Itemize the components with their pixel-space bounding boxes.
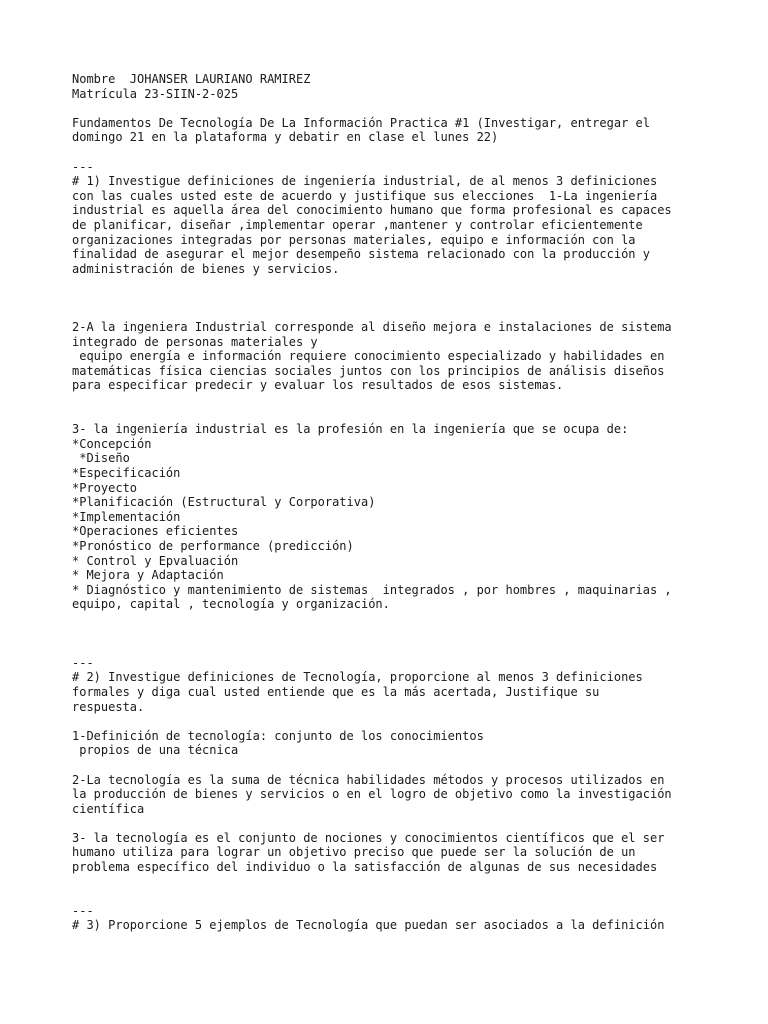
list-item: *Operaciones eficientes — [72, 524, 239, 539]
tech-definition-1-line: propios de una técnica — [72, 743, 239, 758]
spacer — [72, 875, 712, 890]
spacer — [72, 306, 712, 321]
section-1-text-line: finalidad de asegurar el mejor desempeño sistema relacionado con la producción y — [72, 247, 650, 262]
list-item: * Mejora y Adaptación — [72, 568, 224, 583]
spacer — [72, 101, 712, 116]
document-title-line: domingo 21 en la plataforma y debatir en clase el lunes 22) — [72, 130, 499, 145]
list-item: * Diagnóstico y mantenimiento de sistemas integrados , por hombres , maquinarias , — [72, 582, 672, 597]
spacer — [72, 276, 712, 291]
document-page — [72, 72, 712, 933]
definition-3-line: 3- la ingeniería industrial es la profesión en la ingeniería que se ocupa de: — [72, 422, 629, 437]
list-item: *Concepción — [72, 436, 152, 451]
section-separator: --- — [72, 655, 94, 670]
spacer — [72, 758, 712, 773]
spacer — [72, 145, 712, 160]
section-1-text-line: industrial es aquella área del conocimiento humano que forma profesional es capaces — [72, 203, 672, 218]
section-2-text-line: respuesta. — [72, 699, 145, 714]
spacer — [72, 714, 712, 729]
section-1-text-line: con las cuales usted este de acuerdo y justifique sus elecciones 1-La ingeniería — [72, 188, 658, 203]
tech-definition-2-line: 2-La tecnología es la suma de técnica habilidades métodos y procesos utilizados en — [72, 772, 665, 787]
section-3-text-line: # 3) Proporcione 5 ejemplos de Tecnología que puedan ser asociados a la definición — [72, 918, 665, 933]
spacer — [72, 408, 712, 423]
definition-2-line: para especificar predecir y evaluar los resultados de esos sistemas. — [72, 378, 564, 393]
spacer — [72, 627, 712, 642]
definition-2-line: integrado de personas materiales y — [72, 334, 318, 349]
spacer — [72, 393, 712, 408]
student-name-line: Nombre JOHANSER LAURIANO RAMIREZ — [72, 72, 311, 86]
tech-definition-2-line: la producción de bienes y servicios o en el logro de objetivo como la investigación — [72, 787, 672, 802]
section-separator: --- — [72, 903, 94, 918]
tech-definition-3-line: problema específico del individuo o la satisfacción de algunas de sus necesidades — [72, 860, 658, 875]
spacer — [72, 641, 712, 656]
document-title-line: Fundamentos De Tecnología De La Información Practica #1 (Investigar, entregar el — [72, 115, 650, 130]
spacer — [72, 889, 712, 904]
section-2-text-line: # 2) Investigue definiciones de Tecnología, proporcione al menos 3 definiciones — [72, 670, 643, 685]
section-1-text-line: organizaciones integradas por personas materiales, equipo e información con la — [72, 232, 636, 247]
spacer — [72, 612, 712, 627]
list-item: * Control y Epvaluación — [72, 553, 239, 568]
list-item: equipo, capital , tecnología y organización. — [72, 597, 390, 612]
tech-definition-3-line: 3- la tecnología es el conjunto de nociones y conocimientos científicos que el ser — [72, 830, 665, 845]
spacer — [72, 291, 712, 306]
list-item: *Especificación — [72, 466, 181, 481]
list-item: *Planificación (Estructural y Corporativa) — [72, 495, 376, 510]
section-1-text-line: de planificar, diseñar ,implementar operar ,mantener y controlar eficientemente — [72, 217, 643, 232]
section-1-text-line: administración de bienes y servicios. — [72, 261, 340, 276]
definition-2-line: 2-A la ingeniera Industrial corresponde al diseño mejora e instalaciones de sistema — [72, 320, 672, 335]
list-item: *Pronóstico de performance (predicción) — [72, 539, 354, 553]
spacer — [72, 816, 712, 831]
student-id-line: Matrícula 23-SIIN-2-025 — [72, 86, 239, 101]
tech-definition-2-line: científica — [72, 801, 145, 816]
tech-definition-1-line: 1-Definición de tecnología: conjunto de los conocimientos — [72, 728, 484, 743]
tech-definition-3-line: humano utiliza para lograr un objetivo preciso que puede ser la solución de un — [72, 845, 636, 860]
section-1-text-line: # 1) Investigue definiciones de ingeniería industrial, de al menos 3 definiciones — [72, 174, 658, 189]
definition-2-line: matemáticas física ciencias sociales juntos con los principios de análisis diseños — [72, 363, 665, 378]
section-separator: --- — [72, 159, 94, 174]
list-item: *Proyecto — [72, 480, 138, 495]
list-item: *Implementación — [72, 509, 181, 524]
definition-2-line: equipo energía e información requiere conocimiento especializado y habilidades en — [72, 349, 665, 364]
section-2-text-line: formales y diga cual usted entiende que es la más acertada, Justifique su — [72, 684, 600, 699]
list-item: *Diseño — [72, 451, 130, 466]
